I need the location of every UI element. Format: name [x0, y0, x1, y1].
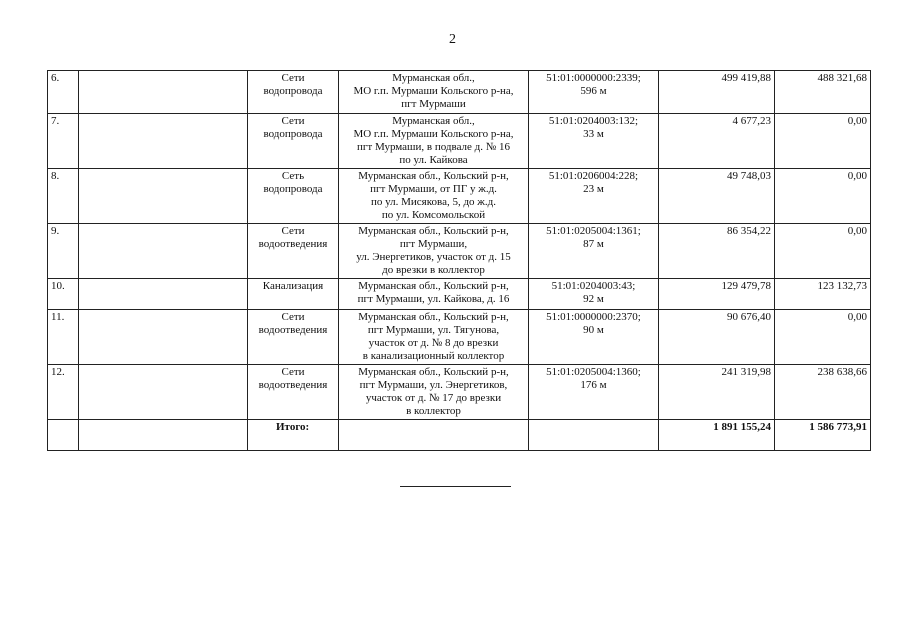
row-value-2: 0,00: [775, 114, 871, 169]
row-number: 12.: [48, 365, 79, 420]
address-line: участок от д. № 17 до врезки: [365, 392, 502, 404]
row-cadastral: [529, 169, 659, 224]
table-row: [48, 71, 871, 114]
row-object-type: [248, 279, 339, 310]
row-number: 7.: [48, 114, 79, 169]
row-empty-cell: [79, 279, 248, 310]
table-row: [48, 365, 871, 420]
object-type-line: водопровода: [263, 128, 323, 140]
row-value-2: 123 132,73: [775, 279, 871, 310]
object-type-line: Сеть: [281, 170, 305, 182]
cadastral-line: 51:01:0204003:43;: [551, 280, 636, 292]
row-address: [339, 224, 529, 279]
total-address-cell: [339, 420, 529, 451]
row-number: 8.: [48, 169, 79, 224]
address-line: Мурманская обл.,: [392, 115, 475, 127]
cadastral-line: 92 м: [583, 293, 604, 305]
table-row: [48, 114, 871, 169]
address-line: Мурманская обл., Кольский р-н,: [358, 170, 509, 182]
address-line: пгт Мурмаши: [401, 98, 466, 110]
address-line: пгт Мурмаши, ул. Тягунова,: [367, 324, 500, 336]
cadastral-line: 33 м: [583, 128, 604, 140]
total-label: Итого:: [248, 420, 339, 451]
cadastral-line: 23 м: [583, 183, 604, 195]
object-type-line: Сети: [281, 366, 305, 378]
row-address: [339, 310, 529, 365]
table-row: [48, 224, 871, 279]
row-address: [339, 169, 529, 224]
object-type-line: водоотведения: [258, 324, 328, 336]
row-number: 9.: [48, 224, 79, 279]
cadastral-line: 51:01:0205004:1361;: [546, 225, 641, 237]
address-line: до врезки в коллектор: [382, 264, 485, 276]
row-value-2: 0,00: [775, 169, 871, 224]
row-cadastral: [529, 224, 659, 279]
object-type-line: водоотведения: [258, 379, 328, 391]
object-type-line: Канализация: [262, 280, 324, 292]
row-cadastral: [529, 114, 659, 169]
property-registry-table: [47, 70, 871, 451]
registry-table-body: [48, 71, 871, 451]
address-line: пгт Мурмаши, ул. Кайкова, д. 16: [357, 293, 510, 305]
address-line: ул. Энергетиков, участок от д. 15: [356, 251, 511, 263]
object-type-line: Сети: [281, 115, 305, 127]
row-empty-cell: [79, 224, 248, 279]
row-cadastral: [529, 71, 659, 114]
cadastral-line: 90 м: [583, 324, 604, 336]
row-empty-cell: [79, 310, 248, 365]
object-type-line: водоотведения: [258, 238, 328, 250]
row-object-type: [248, 310, 339, 365]
table-row: [48, 279, 871, 310]
address-line: в коллектор: [406, 405, 461, 417]
row-empty-cell: [79, 365, 248, 420]
row-value-2: 0,00: [775, 224, 871, 279]
row-object-type: [248, 224, 339, 279]
page-number: 2: [449, 32, 456, 47]
cadastral-line: 87 м: [583, 238, 604, 250]
cadastral-line: 176 м: [580, 379, 607, 391]
row-value-1: 4 677,23: [659, 114, 775, 169]
object-type-line: Сети: [281, 72, 305, 84]
row-object-type: [248, 71, 339, 114]
row-value-1: 86 354,22: [659, 224, 775, 279]
cadastral-line: 51:01:0000000:2370;: [546, 311, 641, 323]
total-cadastral-cell: [529, 420, 659, 451]
address-line: по ул. Мисякова, 5, до ж.д.: [370, 196, 496, 208]
total-value-1: 1 891 155,24: [659, 420, 775, 451]
row-object-type: [248, 169, 339, 224]
row-number: 10.: [48, 279, 79, 310]
cadastral-line: 596 м: [580, 85, 607, 97]
object-type-line: водопровода: [263, 183, 323, 195]
table-row: [48, 169, 871, 224]
row-value-2: 488 321,68: [775, 71, 871, 114]
row-value-1: 129 479,78: [659, 279, 775, 310]
address-line: Мурманская обл., Кольский р-н,: [358, 311, 509, 323]
address-line: пгт Мурмаши, от ПГ у ж.д.: [370, 183, 497, 195]
row-cadastral: [529, 365, 659, 420]
row-empty-cell: [79, 71, 248, 114]
closing-rule: [400, 486, 511, 487]
address-line: пгт Мурмаши, в подвале д. № 16: [356, 141, 511, 153]
address-line: Мурманская обл., Кольский р-н,: [358, 225, 509, 237]
row-value-2: 238 638,66: [775, 365, 871, 420]
address-line: МО г.п. Мурмаши Кольского р-на,: [353, 128, 514, 140]
row-cadastral: [529, 279, 659, 310]
row-address: [339, 71, 529, 114]
address-line: участок от д. № 8 до врезки: [368, 337, 499, 349]
address-line: по ул. Кайкова: [399, 154, 468, 166]
table-row: [48, 310, 871, 365]
total-empty-cell: [79, 420, 248, 451]
object-type-line: Сети: [281, 225, 305, 237]
row-address: [339, 114, 529, 169]
table-total-row: [48, 420, 871, 451]
cadastral-line: 51:01:0206004:228;: [548, 170, 639, 182]
row-address: [339, 279, 529, 310]
total-num-cell: [48, 420, 79, 451]
address-line: по ул. Комсомольской: [381, 209, 486, 221]
address-line: Мурманская обл.,: [392, 72, 475, 84]
address-line: в канализационный коллектор: [362, 350, 505, 362]
address-line: Мурманская обл., Кольский р-н,: [358, 280, 509, 292]
object-type-line: водопровода: [263, 85, 323, 97]
address-line: МО г.п. Мурмаши Кольского р-на,: [353, 85, 514, 97]
address-line: Мурманская обл., Кольский р-н,: [358, 366, 509, 378]
row-object-type: [248, 114, 339, 169]
row-value-2: 0,00: [775, 310, 871, 365]
row-empty-cell: [79, 114, 248, 169]
row-object-type: [248, 365, 339, 420]
row-empty-cell: [79, 169, 248, 224]
row-number: 6.: [48, 71, 79, 114]
cadastral-line: 51:01:0000000:2339;: [546, 72, 641, 84]
address-line: пгт Мурмаши,: [399, 238, 468, 250]
row-value-1: 241 319,98: [659, 365, 775, 420]
object-type-line: Сети: [281, 311, 305, 323]
row-value-1: 49 748,03: [659, 169, 775, 224]
cadastral-line: 51:01:0205004:1360;: [546, 366, 641, 378]
row-value-1: 90 676,40: [659, 310, 775, 365]
total-value-2: 1 586 773,91: [775, 420, 871, 451]
address-line: пгт Мурмаши, ул. Энергетиков,: [359, 379, 508, 391]
cadastral-line: 51:01:0204003:132;: [548, 115, 639, 127]
row-cadastral: [529, 310, 659, 365]
row-number: 11.: [48, 310, 79, 365]
row-value-1: 499 419,88: [659, 71, 775, 114]
row-address: [339, 365, 529, 420]
